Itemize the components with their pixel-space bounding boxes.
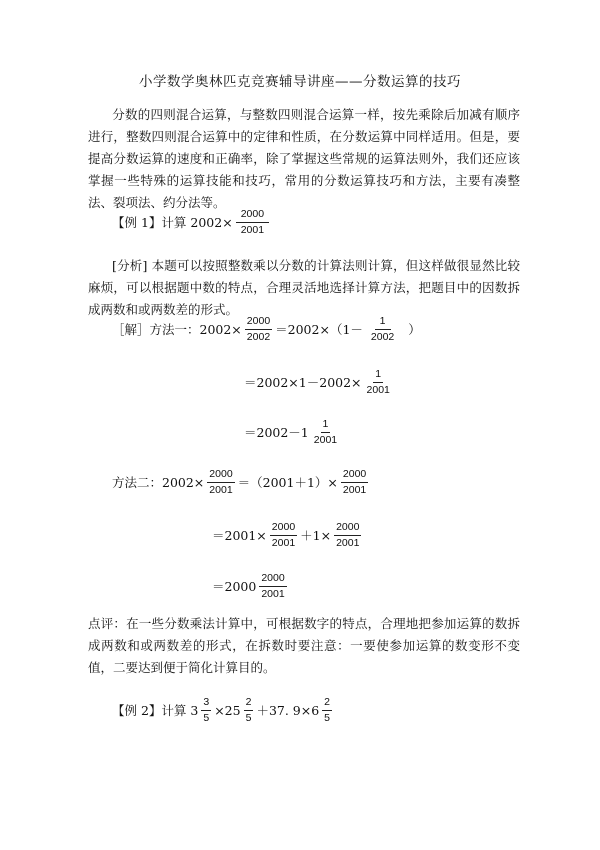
fraction-numerator: 2 [244,696,254,711]
solution-fraction-2 [366,315,399,344]
fraction-denominator: 5 [203,711,210,724]
method-2-step-fraction-2 [334,521,361,550]
solution-mid: ＝2002×（1－ [275,322,363,337]
solution-step-fraction [365,368,392,397]
solution-close: ） [408,322,421,337]
page-title: 小学数学奥林匹克竞赛辅导讲座——分数运算的技巧 [139,74,461,90]
example-1-label: 【例 1】计算 2002× [112,215,233,230]
method-2-result-text: ＝2000 [212,579,257,594]
method-2-lead: 方法二：2002× [112,475,205,490]
fraction-numerator: 2000 [341,468,368,483]
fraction-numerator: 2000 [236,208,269,223]
method-2-step-text-2: ＋1× [300,528,332,543]
fraction-denominator: 5 [324,711,331,724]
solution-step-fraction [312,418,339,447]
example-2-fraction-1 [201,696,211,725]
fraction-denominator: 2001 [209,483,233,496]
fraction-numerator: 1 [321,418,331,433]
example-1 [112,202,272,242]
fraction-denominator: 2001 [336,536,360,549]
solution-fraction-1 [245,315,272,344]
fraction-denominator: 2002 [370,330,395,343]
solution-step-text: ＝2002－1 [244,425,309,440]
solution-method-2-line-3 [212,566,290,606]
fraction-denominator: 2001 [261,587,285,600]
solution-method-1-line-2 [244,362,395,402]
solution-method-1-line-1 [112,309,421,349]
fraction-denominator: 2001 [342,483,367,496]
fraction-numerator: 2000 [270,521,297,536]
fraction-denominator: 2001 [240,223,265,236]
example-2-label: 【例 2】计算 3 [112,703,199,718]
fraction-denominator: 2001 [366,383,390,396]
method-2-fraction-1 [207,468,234,497]
method-2-fraction-2 [341,468,368,497]
fraction-denominator: 2001 [271,536,296,549]
method-2-mid: ＝（2001＋1）× [237,475,338,490]
comment-paragraph [88,613,520,679]
example-2-fraction-3 [322,696,332,725]
fraction-numerator: 2000 [245,315,272,330]
example-2-fraction-2 [244,696,254,725]
solution-method-2-line-1 [112,462,371,502]
fraction-denominator: 5 [245,711,252,724]
fraction-denominator: 2001 [313,433,338,446]
solution-method-1-line-3 [244,412,342,452]
fraction-numerator: 2 [322,696,332,711]
fraction-denominator: 2002 [246,330,271,343]
example-2-term-2: ×25 [214,702,241,718]
fraction-numerator: 3 [201,696,211,711]
fraction-numerator: 1 [375,315,391,330]
intro-paragraph [88,104,520,214]
comment-text: 点评：在一些分数乘法计算中，可根据数字的特点，合理地把参加运算的数拆成两数和或两数差的形式，在拆数时要注意：一要使参加运算的数变形不变值，二要达到便于简化计算目的。 [88,616,520,675]
solution-lead: ［解］方法一：2002× [112,322,242,337]
analysis-text: [分析] 本题可以按照整数乘以分数的计算法则计算，但这样做很显然比较麻烦，可以根据题中数的特点，合理灵活地选择计算方法，把题目中的因数拆成两数和或两数差的形式。 [88,258,520,317]
method-2-step-text: ＝2001× [212,528,267,543]
solution-step-text: ＝2002×1－2002× [244,375,362,390]
method-2-step-fraction-1 [270,521,297,550]
example-1-fraction [236,208,269,237]
fraction-numerator: 2000 [334,521,361,536]
fraction-numerator: 2000 [259,572,286,587]
example-2 [112,690,335,730]
example-2-term-3: ＋37. 9×6 [256,703,320,718]
method-2-result-fraction [259,572,286,601]
solution-method-2-line-2 [212,515,364,555]
intro-text: 分数的四则混合运算，与整数四则混合运算一样，按先乘除后加减有顺序进行，整数四则混合运算中的定律和性质，在分数运算中同样适用。但是，要提高分数运算的速度和正确率，除了掌握这些常规的运算法则外，我们还应该掌握一些特殊的运算技能和技巧，常用的分数运算技巧和方法，主要有凑整法、裂项法、约分法等。 [88,107,520,210]
fraction-numerator: 2000 [207,468,234,483]
fraction-numerator: 1 [373,368,383,383]
